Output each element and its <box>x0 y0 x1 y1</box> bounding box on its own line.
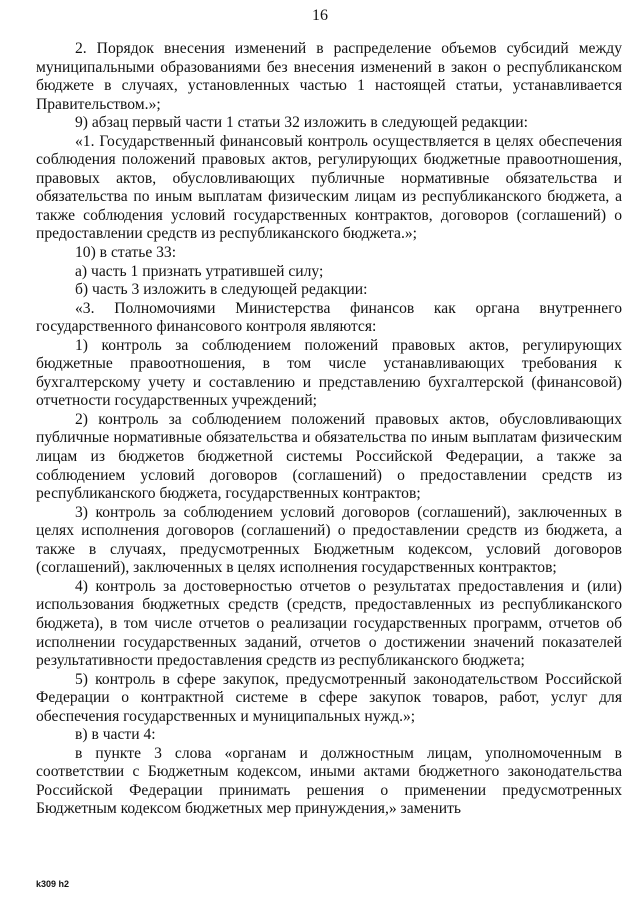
paragraph: а) часть 1 признать утратившей силу; <box>75 262 324 280</box>
paragraph: 10) в статье 33: <box>75 244 177 262</box>
paragraph: в пункте 3 слова «органам и должностным лицам, уполномоченным в соответствии с Бюджетным кодексом, иными актами бюджетного законодательства Российской Федерации принимать решения о применении предусмотренных Бюджетным кодексом бюджетных мер принуждения,» заменить <box>36 744 622 818</box>
paragraph: 3) контроль за соблюдением условий договоров (соглашений), заключенных в целях исполнения договоров (соглашений) о предоставлении средств из бюджета, а также в случаях, предусмотренных Бюджетным кодексом, условий договоров (соглашений), заключенных в целях исполнения государственных контрактов; <box>36 503 622 577</box>
page-number: 16 <box>312 7 328 24</box>
paragraph: 5) контроль в сфере закупок, предусмотренный законодательством Российской Федерации о контрактной системе в сфере закупок товаров, работ, услуг для обеспечения государственных и муниципальных нужд.»; <box>36 670 622 725</box>
paragraph: 4) контроль за достоверностью отчетов о результатах предоставления и (или) использования бюджетных средств (средств, предоставленных из республиканского бюджета), в том числе отчетов о реализации государственных программ, отчетов об исполнении государственных заданий, отчетов о достижении значений показателей результативности предоставления средств из республиканского бюджета; <box>36 577 622 670</box>
paragraph: б) часть 3 изложить в следующей редакции: <box>75 281 368 299</box>
paragraph: 2) контроль за соблюдением положений правовых актов, обусловливающих публичные нормативные обязательства и обязательства по иным выплатам физическим лицам из бюджетов бюджетной системы Российской Федерации, а также за соблюдением условий договоров (соглашений) о предоставлении средств из республиканского бюджета, государственных контрактов; <box>36 410 622 503</box>
paragraph: «3. Полномочиями Министерства финансов как органа внутреннего государственного финансового контроля являются: <box>36 299 622 336</box>
paragraph: 2. Порядок внесения изменений в распределение объемов субсидий между муниципальными образованиями без внесения изменений в закон о республиканском бюджете в случаях, установленных частью 1 настоящей статьи, устанавливается Правительством.»; <box>36 40 622 113</box>
paragraph: 9) абзац первый части 1 статьи 32 изложить в следующей редакции: <box>75 114 528 132</box>
footer-code: k309 h2 <box>36 879 70 889</box>
paragraph: 1) контроль за соблюдением положений правовых актов, регулирующих бюджетные правоотношения, в том числе устанавливающих требования к бухгалтерскому учету и составлению и представлению бухгалтерской (финансовой) отчетности государственных учреждений; <box>36 336 622 410</box>
paragraph: в) в части 4: <box>75 726 156 744</box>
paragraph: «1. Государственный финансовый контроль осуществляется в целях обеспечения соблюдения положений правовых актов, регулирующих бюджетные правоотношения, правовых актов, обусловливающих публичные нормативные обязательства и обязательства по иным выплатам физическим лицам из республиканского бюджета, а также соблюдения условий государственных контрактов, договоров (соглашений) о предоставлении средств из республиканского бюджета.»; <box>36 132 622 243</box>
document-body <box>36 40 622 819</box>
